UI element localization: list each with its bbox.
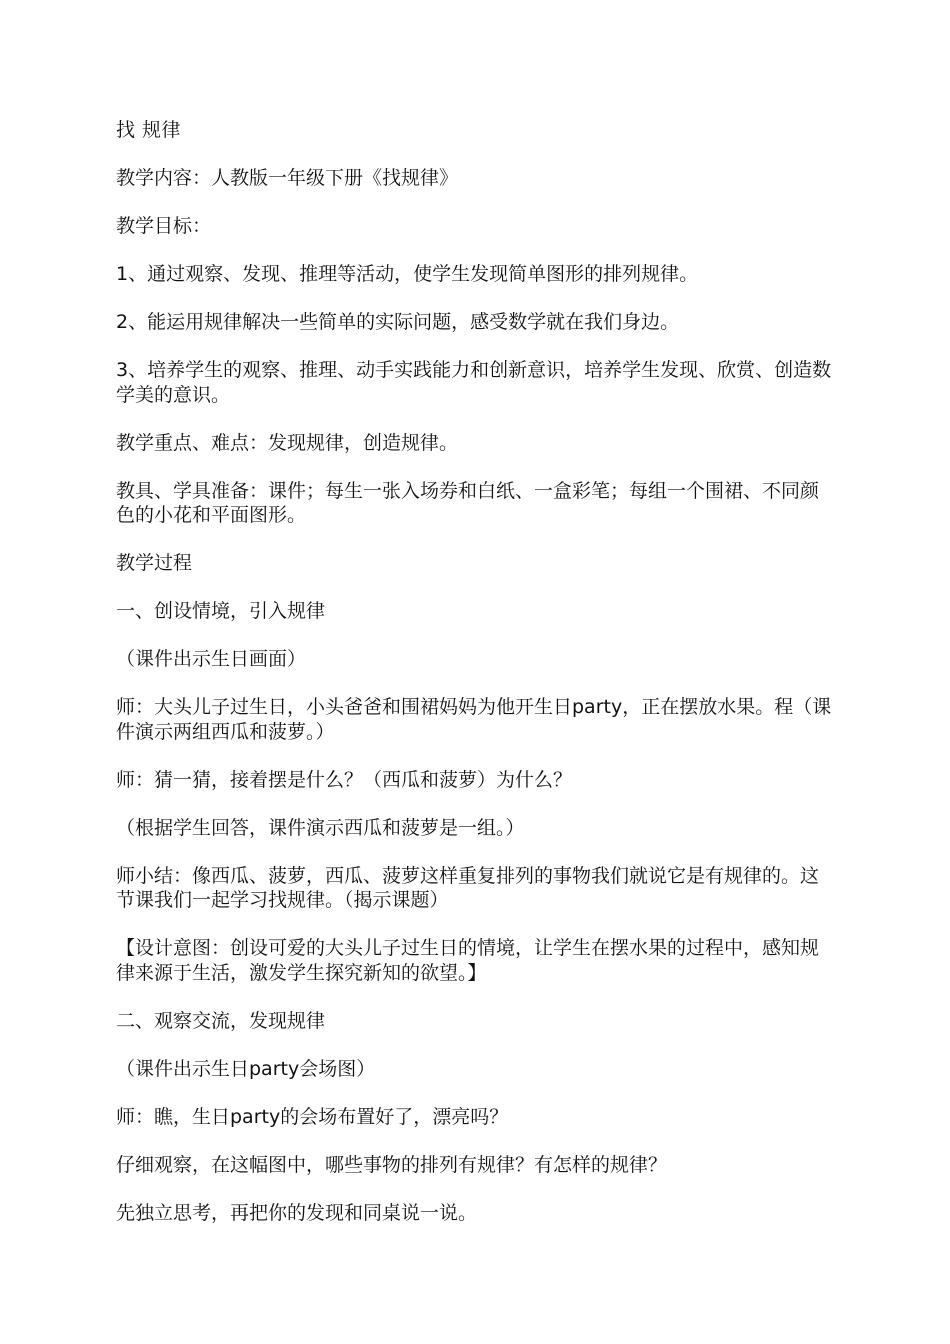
section-1-heading: 一、创设情境，引入规律 [116, 600, 326, 622]
teaching-goals-heading: 教学目标： [116, 215, 212, 237]
teacher-line: 师：瞧，生日party的会场布置好了，漂亮吗？ [116, 1105, 509, 1128]
goal-item-3: 3、培养学生的观察、推理、动手实践能力和创新意识，培养学生发现、欣赏、创造数学美的意识。 [116, 359, 832, 406]
stage-direction: （课件出示生日party会场图） [116, 1057, 376, 1080]
goal-item-2: 2、能运用规律解决一些简单的实际问题，感受数学就在我们身边。 [116, 311, 680, 333]
document-body [116, 118, 836, 1249]
design-intent: 【设计意图：创设可爱的大头儿子过生日的情境，让学生在摆水果的过程中，感知规律来源于生活，激发学生探究新知的欲望。】 [116, 937, 820, 984]
teacher-line: 师：大头儿子过生日，小头爸爸和围裙妈妈为他开生日party，正在摆放水果。程（课件演示两组西瓜和菠萝。） [116, 696, 832, 743]
teaching-content: 教学内容：人教版一年级下册《找规律》 [116, 167, 459, 189]
teacher-line: 师：猜一猜，接着摆是什么？（西瓜和菠萝）为什么？ [116, 768, 573, 791]
document-title: 找 规律 [116, 119, 182, 141]
key-points: 教学重点、难点：发现规律，创造规律。 [116, 431, 459, 454]
section-2-heading: 二、观察交流，发现规律 [116, 1009, 326, 1032]
goal-item-1: 1、通过观察、发现、推理等活动，使学生发现简单图形的排列规律。 [116, 263, 699, 285]
materials: 教具、学具准备：课件；每生一张入场券和白纸、一盒彩笔；每组一个围裙、不同颜色的小花和平面图形。 [116, 479, 820, 526]
instruction-line: 仔细观察，在这幅图中，哪些事物的排列有规律？有怎样的规律？ [116, 1153, 668, 1176]
stage-direction: （根据学生回答，课件演示西瓜和菠萝是一组。） [116, 816, 525, 839]
instruction-line: 先独立思考，再把你的发现和同桌说一说。 [116, 1201, 478, 1224]
teacher-summary: 师小结：像西瓜、菠萝，西瓜、菠萝这样重复排列的事物我们就说它是有规律的。这节课我们一起学习找规律。（揭示课题） [116, 864, 820, 911]
stage-direction: （课件出示生日画面） [116, 648, 307, 670]
process-heading: 教学过程 [116, 552, 193, 574]
